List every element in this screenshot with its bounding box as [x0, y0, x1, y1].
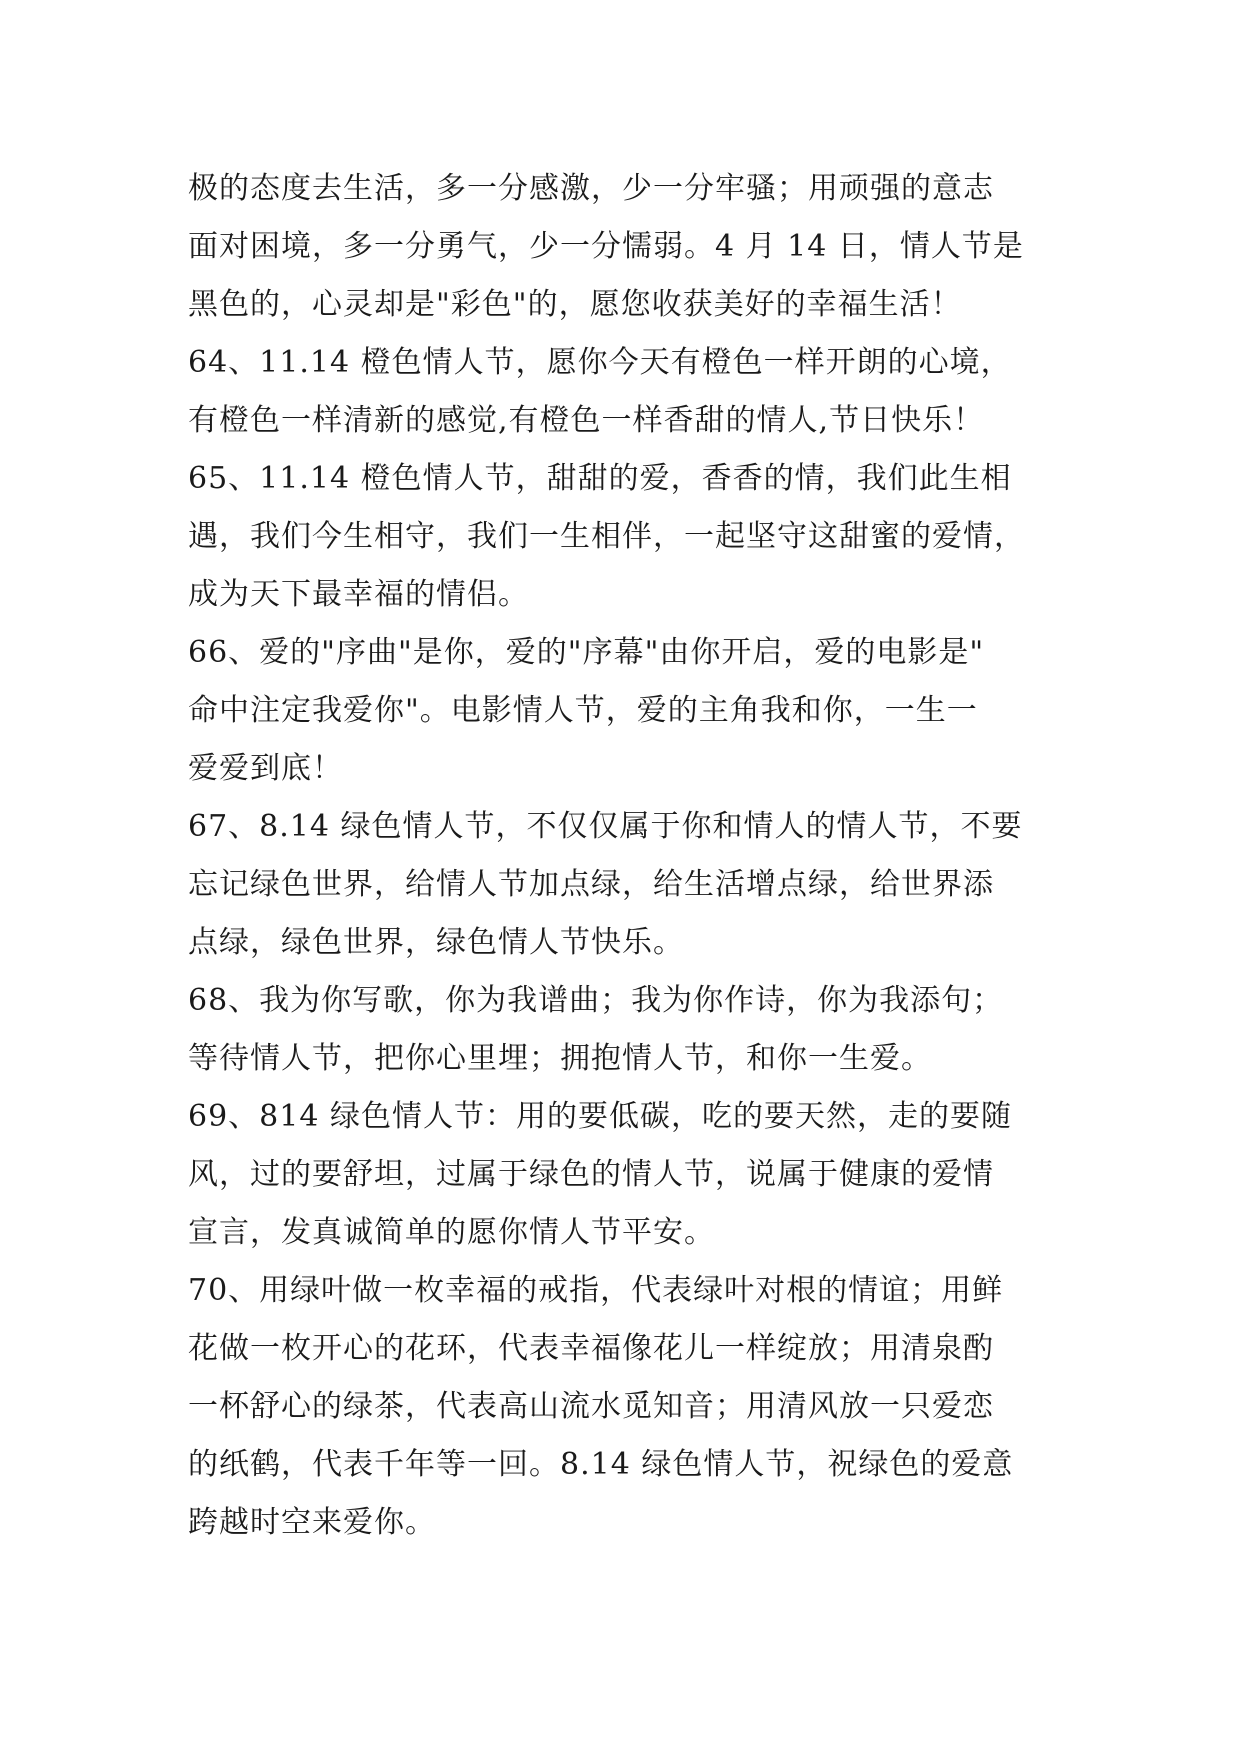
text-line: 命中注定我爱你"。电影情人节，爱的主角我和你，一生一 — [188, 693, 978, 728]
text-line: 68、我为你写歌，你为我谱曲；我为你作诗，你为我添句； — [188, 983, 1004, 1018]
text-line: 忘记绿色世界，给情人节加点绿，给生活增点绿，给世界添 — [188, 867, 994, 902]
document-body — [188, 160, 1068, 1552]
text-line: 64、11.14 橙色情人节，愿你今天有橙色一样开朗的心境， — [188, 345, 1012, 380]
text-line: 一杯舒心的绿茶，代表高山流水觅知音；用清风放一只爱恋 — [188, 1389, 994, 1424]
text-line: 有橙色一样清新的感觉,有橙色一样香甜的情人,节日快乐！ — [188, 403, 985, 438]
text-line: 面对困境，多一分勇气，少一分懦弱。4 月 14 日，情人节是 — [188, 229, 1024, 264]
text-line: 黑色的，心灵却是"彩色"的，愿您收获美好的幸福生活！ — [188, 287, 962, 322]
text-line: 成为天下最幸福的情侣。 — [188, 577, 529, 612]
text-line: 极的态度去生活，多一分感激，少一分牢骚；用顽强的意志 — [188, 171, 994, 206]
text-line: 的纸鹤，代表千年等一回。8.14 绿色情人节，祝绿色的爱意 — [188, 1447, 1014, 1482]
text-line: 遇，我们今生相守，我们一生相伴，一起坚守这甜蜜的爱情， — [188, 519, 1025, 554]
text-line: 69、814 绿色情人节：用的要低碳，吃的要天然，走的要随 — [188, 1099, 1012, 1134]
text-line: 风，过的要舒坦，过属于绿色的情人节，说属于健康的爱情 — [188, 1157, 994, 1192]
text-line: 65、11.14 橙色情人节，甜甜的爱，香香的情，我们此生相 — [188, 461, 1012, 496]
text-line: 花做一枚开心的花环，代表幸福像花儿一样绽放；用清泉酌 — [188, 1331, 994, 1366]
text-line: 爱爱到底！ — [188, 751, 343, 786]
text-line: 70、用绿叶做一枚幸福的戒指，代表绿叶对根的情谊；用鲜 — [188, 1273, 1004, 1308]
text-line: 66、爱的"序曲"是你，爱的"序幕"由你开启，爱的电影是" — [188, 635, 985, 670]
text-line: 跨越时空来爱你。 — [188, 1505, 436, 1540]
text-line: 等待情人节，把你心里埋；拥抱情人节，和你一生爱。 — [188, 1041, 932, 1076]
text-line: 宣言，发真诚简单的愿你情人节平安。 — [188, 1215, 715, 1250]
text-line: 67、8.14 绿色情人节，不仅仅属于你和情人的情人节，不要 — [188, 809, 1023, 844]
text-line: 点绿，绿色世界，绿色情人节快乐。 — [188, 925, 684, 960]
